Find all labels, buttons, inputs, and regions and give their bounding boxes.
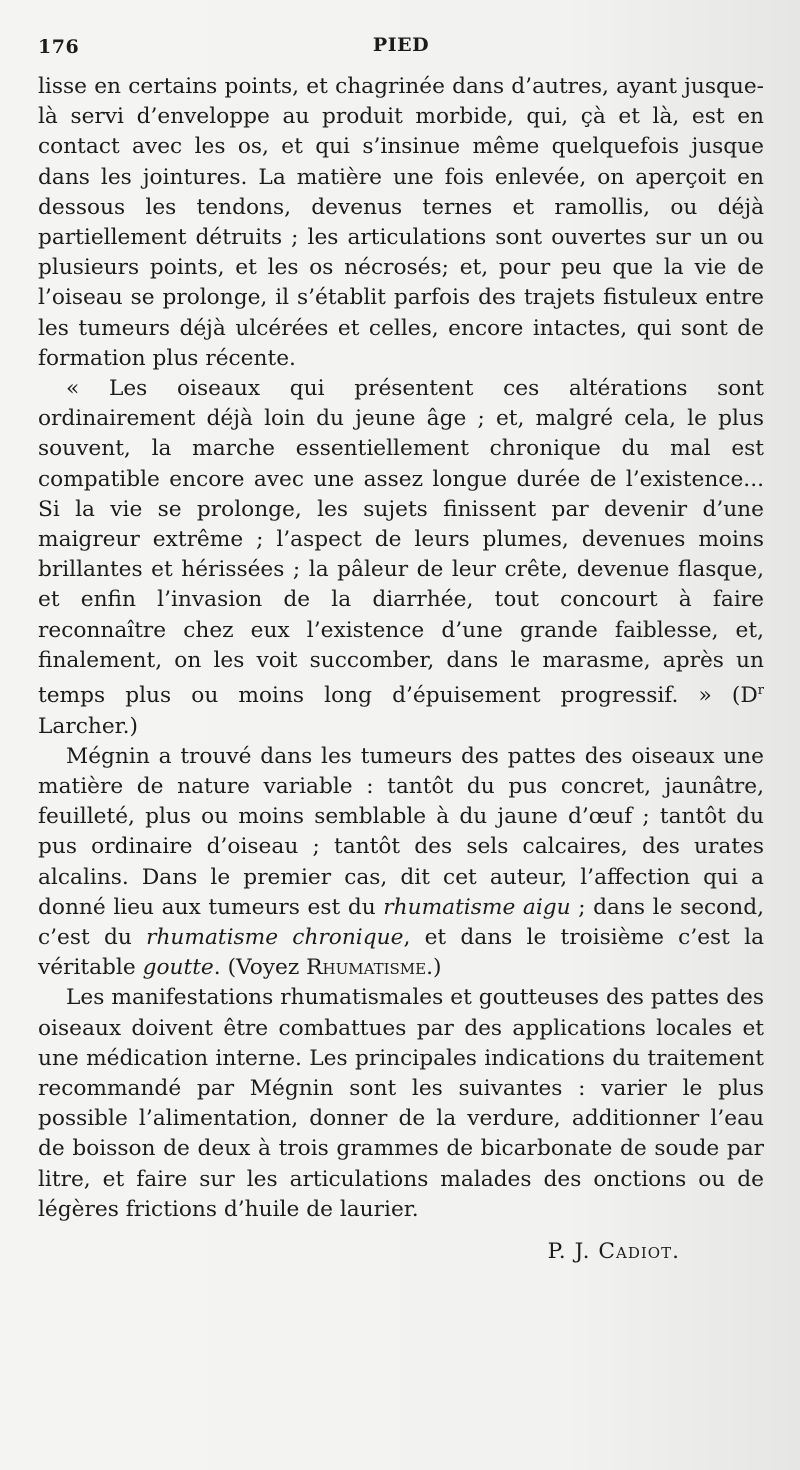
signature-initials: P. J. (547, 1238, 591, 1264)
body-text (38, 72, 764, 1225)
running-title: PIED (372, 34, 430, 56)
signature-period: . (672, 1238, 680, 1264)
signature-surname: Cadiot (598, 1238, 673, 1264)
paragraph-3-run: ; dans le second, c’est du (38, 894, 764, 950)
paragraph-3-run: . (Voyez (213, 955, 307, 981)
paragraph-3-run: .) (426, 955, 442, 981)
paragraph-2-run: « Les oiseaux qui présentent ces altérations sont ordinairement déjà loin du jeune âge ; et, malgré cela, le plus souvent, la marche essentiellement chronique du mal est compatible encore avec une assez longue durée de l’existence... Si la vie se prolonge, les sujets finissent par devenir d’une maigreur extrême ; l’aspect de leurs plumes, devenues moins brillantes et hérissées ; la pâleur de leur crête, devenue flasque, et enfin l’invasion de la diarrhée, tout concourt à faire reconnaître chez eux l’existence d’une grande faiblesse, et, finalement, on les voit succomber, dans le marasme, après un temps plus ou moins long d’épuisement progressif. » (D (38, 376, 764, 709)
paragraph-3-run: Mégnin a trouvé dans les tumeurs des pattes des oiseaux une matière de nature variable : tantôt du pus concret, jaunâtre, feuilleté, plus ou moins semblable à du jaune d’œuf ; tantôt du pus ordinaire d’oiseau ; tantôt des sels calcaires, des urates alcalins. Dans le premier cas, dit cet auteur, l’affection qui a donné lieu aux tumeurs est du (38, 743, 764, 920)
paragraph-4-run: Les manifestations rhumatismales et goutteuses des pattes des oiseaux doivent être combattues par des applications locales et une médication interne. Les principales indications du traitement recommandé par Mégnin sont les suivantes : varier le plus possible l’alimentation, donner de la verdure, additionner l’eau de boisson de deux à trois grammes de bicarbonate de soude par litre, et faire sur les articulations malades des onctions ou de légères frictions d’huile de laurier. (38, 985, 764, 1222)
paragraph-4 (38, 983, 764, 1225)
author-signature (38, 1239, 764, 1264)
paragraph-2 (38, 374, 764, 742)
paragraph-3-run: Rhumatisme (306, 955, 427, 981)
page-number: 176 (38, 36, 80, 58)
paragraph-3-run: rhumatisme aigu (383, 894, 571, 920)
paragraph-1-run: lisse en certains points, et chagrinée dans d’autres, ayant jusque-là servi d’enveloppe au produit morbide, qui, çà et là, est en contact avec les os, et qui s’insinue même quelquefois jusque dans les jointures. La matière une fois enlevée, on aperçoit en dessous les tendons, devenus ternes et ramollis, ou déjà partiellement détruits ; les articulations sont ouvertes sur un ou plusieurs points, et les os nécrosés; et, pour peu que la vie de l’oiseau se prolonge, il s’établit parfois des trajets fistuleux entre les tumeurs déjà ulcérées et celles, encore intactes, qui sont de formation plus récente. (38, 74, 764, 371)
paragraph-3 (38, 742, 764, 984)
paragraph-3-run: , et dans le troisième c’est la véritable (38, 924, 765, 981)
paragraph-3-run: rhumatisme chronique (146, 924, 404, 950)
paragraph-3-run: goutte (142, 955, 214, 981)
running-head (38, 32, 764, 72)
paragraph-1 (38, 72, 764, 374)
paragraph-2-run: Larcher.) (38, 713, 138, 739)
paragraph-2-run: r (757, 683, 764, 699)
